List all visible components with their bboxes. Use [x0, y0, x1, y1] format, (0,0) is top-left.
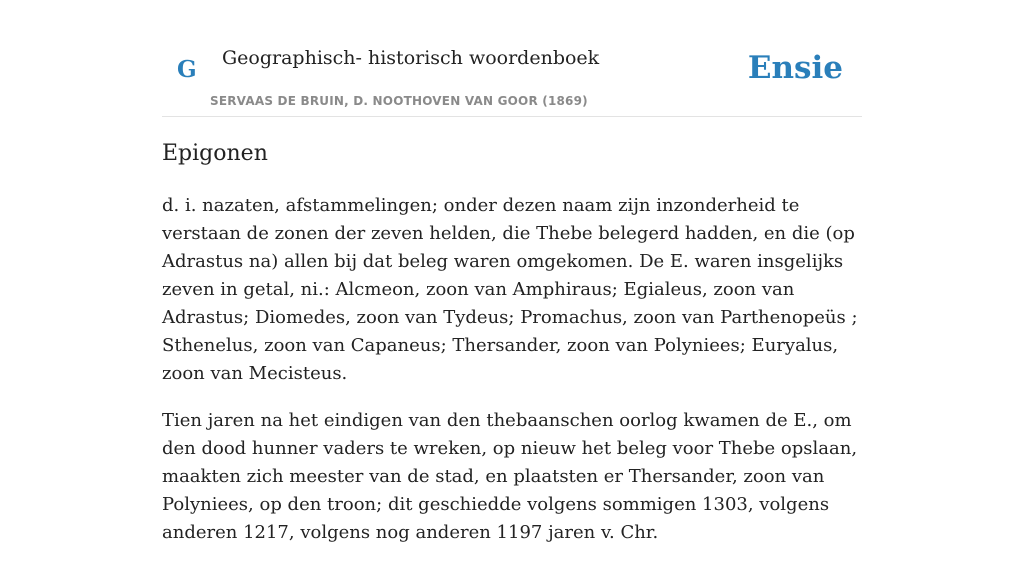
ensie-logo-link[interactable]: Ensie — [747, 50, 843, 86]
entry-body — [162, 192, 862, 566]
book-title-link[interactable]: Geographisch- historisch woordenboek — [222, 47, 600, 69]
book-author: SERVAAS DE BRUIN, D. NOOTHOVEN VAN GOOR (1869) — [210, 94, 588, 108]
book-letter-link[interactable]: G — [177, 56, 197, 83]
entry-paragraph: d. i. nazaten, afstammelingen; onder dezen naam zijn inzonderheid te verstaan de zonen der zeven helden, die Thebe belegerd hadden, en die (op Adrastus na) allen bij dat beleg waren omgekomen. De E. waren insgelijks zeven in getal, ni.: Alcmeon, zoon van Amphiraus; Egialeus, zoon van Adrastus; Diomedes, zoon van Tydeus; Promachus, zoon van Parthenopeüs ; Sthenelus, zoon van Capaneus; Thersander, zoon van Polyniees; Euryalus, zoon van Mecisteus. — [162, 195, 858, 384]
entry-paragraph: Tien jaren na het eindigen van den thebaanschen oorlog kwamen de E., om den dood hunner vaders te wreken, op nieuw het beleg voor Thebe opslaan, maakten zich meester van de stad, en plaatsten er Thersander, zoon van Polyniees, op den troon; dit geschiedde volgens sommigen 1303, volgens anderen 1217, volgens nog anderen 1197 jaren v. Chr. — [162, 410, 858, 543]
entry-title: Epigonen — [162, 141, 268, 166]
book-header — [162, 0, 862, 117]
